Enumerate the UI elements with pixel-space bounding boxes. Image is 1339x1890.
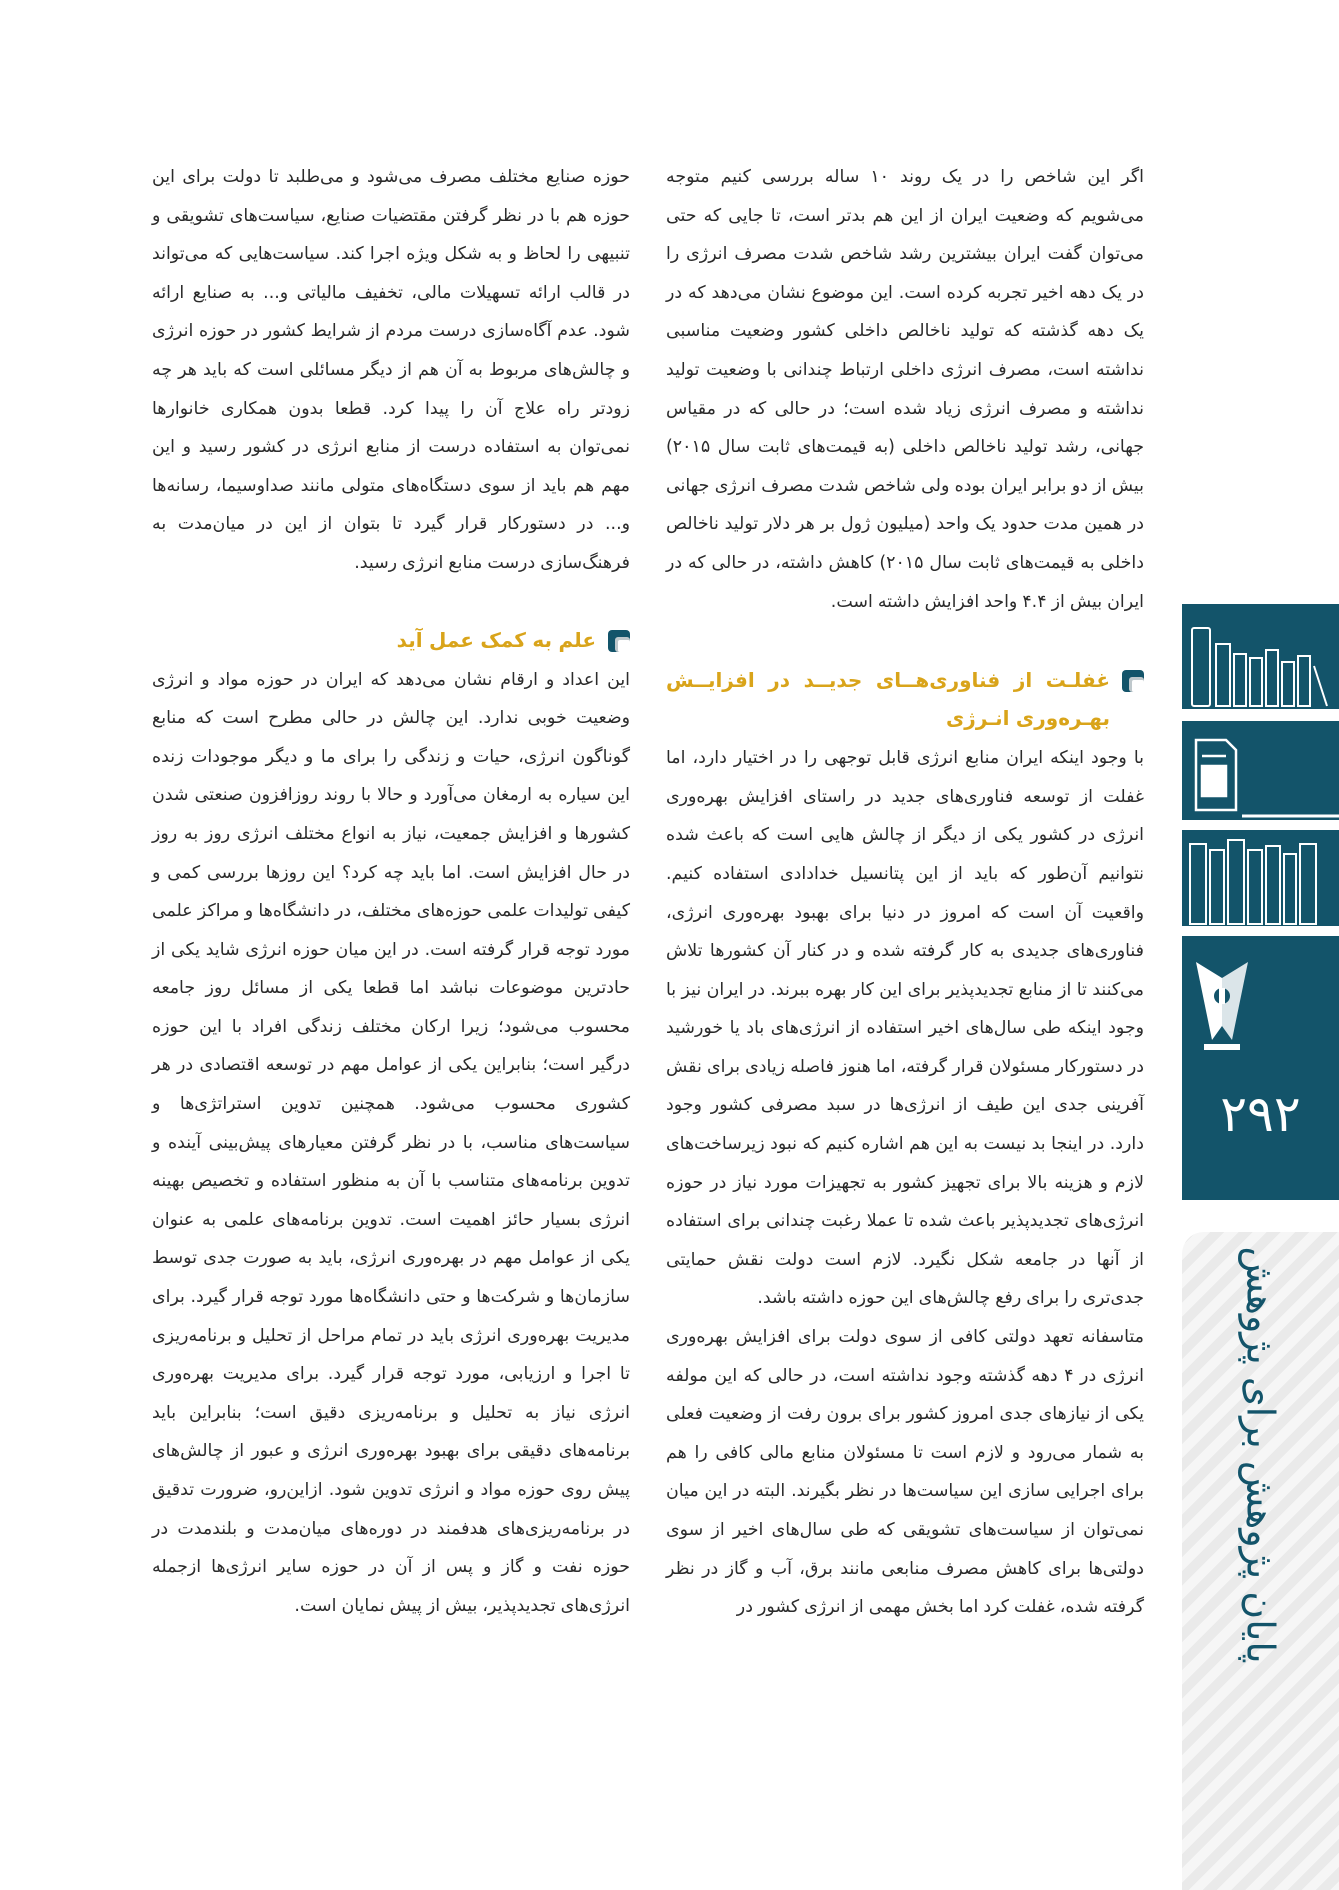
right-intro-paragraph: اگر این شاخص را در یک روند ۱۰ ساله بررسی کنیم متوجه می‌شویم که وضعیت ایران از این هم بدتر است، تا جایی که حتی می‌توان گفت ایران بیشترین رشد شاخص شدت مصرف انرژی را در یک دهه اخیر تجربه کرده است. این موضوع نشان می‌دهد که در یک دهه گذشته که تولید ناخالص داخلی کشور وضعیت مناسبی نداشته است، مصرف انرژی داخلی ارتباط چندانی با وضعیت تولید نداشته و مصرف انرژی زیاد شده است؛ در حالی که در مقیاس جهانی، رشد تولید ناخالص داخلی (به قیمت‌های ثابت سال ۲۰۱۵) بیش از دو برابر ایران بوده ولی شاخص شدت مصرف انرژی جهانی در همین مدت حدود یک واحد (میلیون ژول بر هر دلار تولید ناخالص داخلی به قیمت‌های ثابت سال ۲۰۱۵) کاهش داشته، در حالی که در ایران بیش از ۴.۴ واحد افزایش داشته است. xyxy=(666,167,1145,612)
heading-text: علم به کمک عمل آید xyxy=(396,627,596,652)
section-heading-technology xyxy=(666,661,1144,737)
left-column xyxy=(152,158,630,1625)
side-title-container xyxy=(1182,1240,1339,1670)
right-paragraph-1: با وجود اینکه ایران منابع انرژی قابل توجهی را در اختیار دارد، اما غفلت از توسعه فناوری‌های جدید در راستای افزایش بهره‌وری انرژی در کشور یکی از دیگر از چالش هایی است که باعث شده نتوانیم آن‌طور که باید از این پتانسیل خدادادی استفاده کنیم. واقعیت آن است که امروز در دنیا برای بهبود بهره‌وری انرژی، فناوری‌های جدیدی به کار گرفته شده و در کنار آن کشورها تلاش می‌کنند تا از منابع تجدیدپذیر برای این کار بهره ببرند. در ایران نیز با وجود اینکه طی سال‌های اخیر استفاده از انرژی‌های باد یا خورشید در دستورکار مسئولان قرار گرفته، اما هنوز فاصله زیادی برای نقش آفرینی جدی این طیف از انرژی‌ها در سبد مصرفی کشور وجود دارد. در اینجا بد نیست به این هم اشاره کنیم که نبود زیرساخت‌های لازم و هزینه بالا برای تجهیز کشور به تجهیزات مورد نیاز در حوزه انرژی‌های تجدیدپذیر باعث شده تا عملا رغبت چندانی برای استفاده از آنها در جامعه شکل نگیرد. لازم است دولت نقش حمایتی جدی‌تری را برای رفع چالش‌های این حوزه داشته باشد. xyxy=(666,748,1144,1309)
section-heading-science xyxy=(152,621,630,659)
section-bullet-icon xyxy=(1122,670,1144,692)
right-paragraph-2: متاسفانه تعهد دولتی کافی از سوی دولت برای افزایش بهره‌وری انرژی در ۴ دهه گذشته وجود نداشته است، در حالی که این مولفه یکی از نیازهای جدی امروز کشور برای برون رفت از وضعیت فعلی به شمار می‌رود و لازم است تا مسئولان منابع مالی کافی را هم برای اجرایی سازی این سیاست‌ها در نظر بگیرند. البته در این میان نمی‌توان از سیاست‌های تشویقی که طی سال‌های اخیر از سوی دولتی‌ها برای کاهش مصرف منابعی مانند برق، آب و گاز در نظر گرفته شده، غفلت کرد اما بخش مهمی از انرژی کشور در xyxy=(666,1327,1145,1618)
bookshelf-top-icon xyxy=(1182,606,1339,726)
right-column xyxy=(666,158,1144,1627)
heading-text: غفلـت از فناوری‌هــای جدیــد در افزایــش بهـره‌وری انـرژی xyxy=(666,668,1110,731)
left-paragraph-1: حوزه صنایع مختلف مصرف می‌شود و می‌طلبد تا دولت برای این حوزه هم با در نظر گرفتن مقتضیات صنایع، سیاست‌های تشویقی و تنبیهی را لحاظ و به شکل ویژه اجرا کند. سیاست‌هایی که می‌تواند در قالب ارائه تسهیلات مالی، تخفیف مالیاتی و... به صنایع ارائه شود. عدم آگاه‌سازی درست مردم از شرایط کشور در حوزه انرژی و چالش‌های مربوط به آن هم از دیگر مسائلی است که باید هر چه زودتر راه علاج آن را پیدا کرد. قطعا بدون همکاری خانوارها نمی‌توان به استفاده درست از منابع انرژی در کشور رسید و این مهم هم باید از سوی دستگاه‌های متولی مانند صداوسیما، رسانه‌ها و... در دستورکار قرار گیرد تا بتوان از این در میان‌مدت به فرهنگ‌سازی درست منابع انرژی رسید. xyxy=(152,167,630,573)
document-icon xyxy=(1182,730,1339,830)
books-row-icon xyxy=(1182,830,1339,940)
page-number: ۲۹۲ xyxy=(1220,1085,1301,1143)
section-bullet-icon xyxy=(608,630,630,652)
left-paragraph-2: این اعداد و ارقام نشان می‌دهد که ایران در حوزه مواد و انرژی وضعیت خوبی ندارد. این چالش در حالی مطرح است که منابع گوناگون انرژی، حیات و زندگی را برای ما و دیگر موجودات زنده این سیاره به ارمغان می‌آورد و حالا با روند روزافزون صنعتی شدن کشورها و افزایش جمعیت، نیاز به انواع مختلف انرژی روز به روز در حال افزایش است. اما باید چه کرد؟ این روزها بررسی کمی و کیفی تولیدات علمی حوزه‌های مختلف، در دانشگاه‌ها و مراکز علمی مورد توجه قرار گرفته است. در این میان حوزه انرژی شاید یکی از حادترین موضوعات نباشد اما قطعا یکی از مسائل روز جامعه محسوب می‌شود؛ زیرا ارکان مختلف زندگی افراد با این حوزه درگیر است؛ بنابراین یکی از عوامل مهم در توسعه اقتصادی در هر کشوری محسوب می‌شود. همچنین تدوین استراتژی‌ها و سیاست‌های مناسب، با در نظر گرفتن معیارهای پیش‌بینی آینده و تدوین برنامه‌های متناسب با آن به منظور استفاده و تخصیص بهینه انرژی بسیار حائز اهمیت است. تدوین برنامه‌های علمی به عنوان یکی از عوامل مهم در بهره‌وری انرژی، باید به صورت جدی توسط سازمان‌ها و شرکت‌ها و حتی دانشگاه‌ها مورد توجه قرار گیرد. برای مدیریت بهره‌وری انرژی باید در تمام مراحل از تحلیل و برنامه‌ریزی تا اجرا و ارزیابی، مورد توجه قرار گیرد. برای مدیریت بهره‌وری انرژی نیاز به تحلیل و برنامه‌ریزی دقیق است؛ بنابراین باید برنامه‌های دقیقی برای بهبود بهره‌وری انرژی و عبور از چالش‌های پیش روی حوزه مواد و انرژی تدوین شود. ازاین‌رو، ضرورت تدقیق در برنامه‌ریزی‌های هدفمند در دوره‌های میان‌مدت و بلندمدت در حوزه نفت و گاز و پس از آن در حوزه سایر انرژی‌ها ازجمله انرژی‌های تجدیدپذیر، بیش از پیش نمایان است. xyxy=(152,669,630,1616)
side-title: پایان پژوهش برای پژوهش xyxy=(1238,1246,1283,1664)
university-logo-icon xyxy=(1182,948,1339,1058)
